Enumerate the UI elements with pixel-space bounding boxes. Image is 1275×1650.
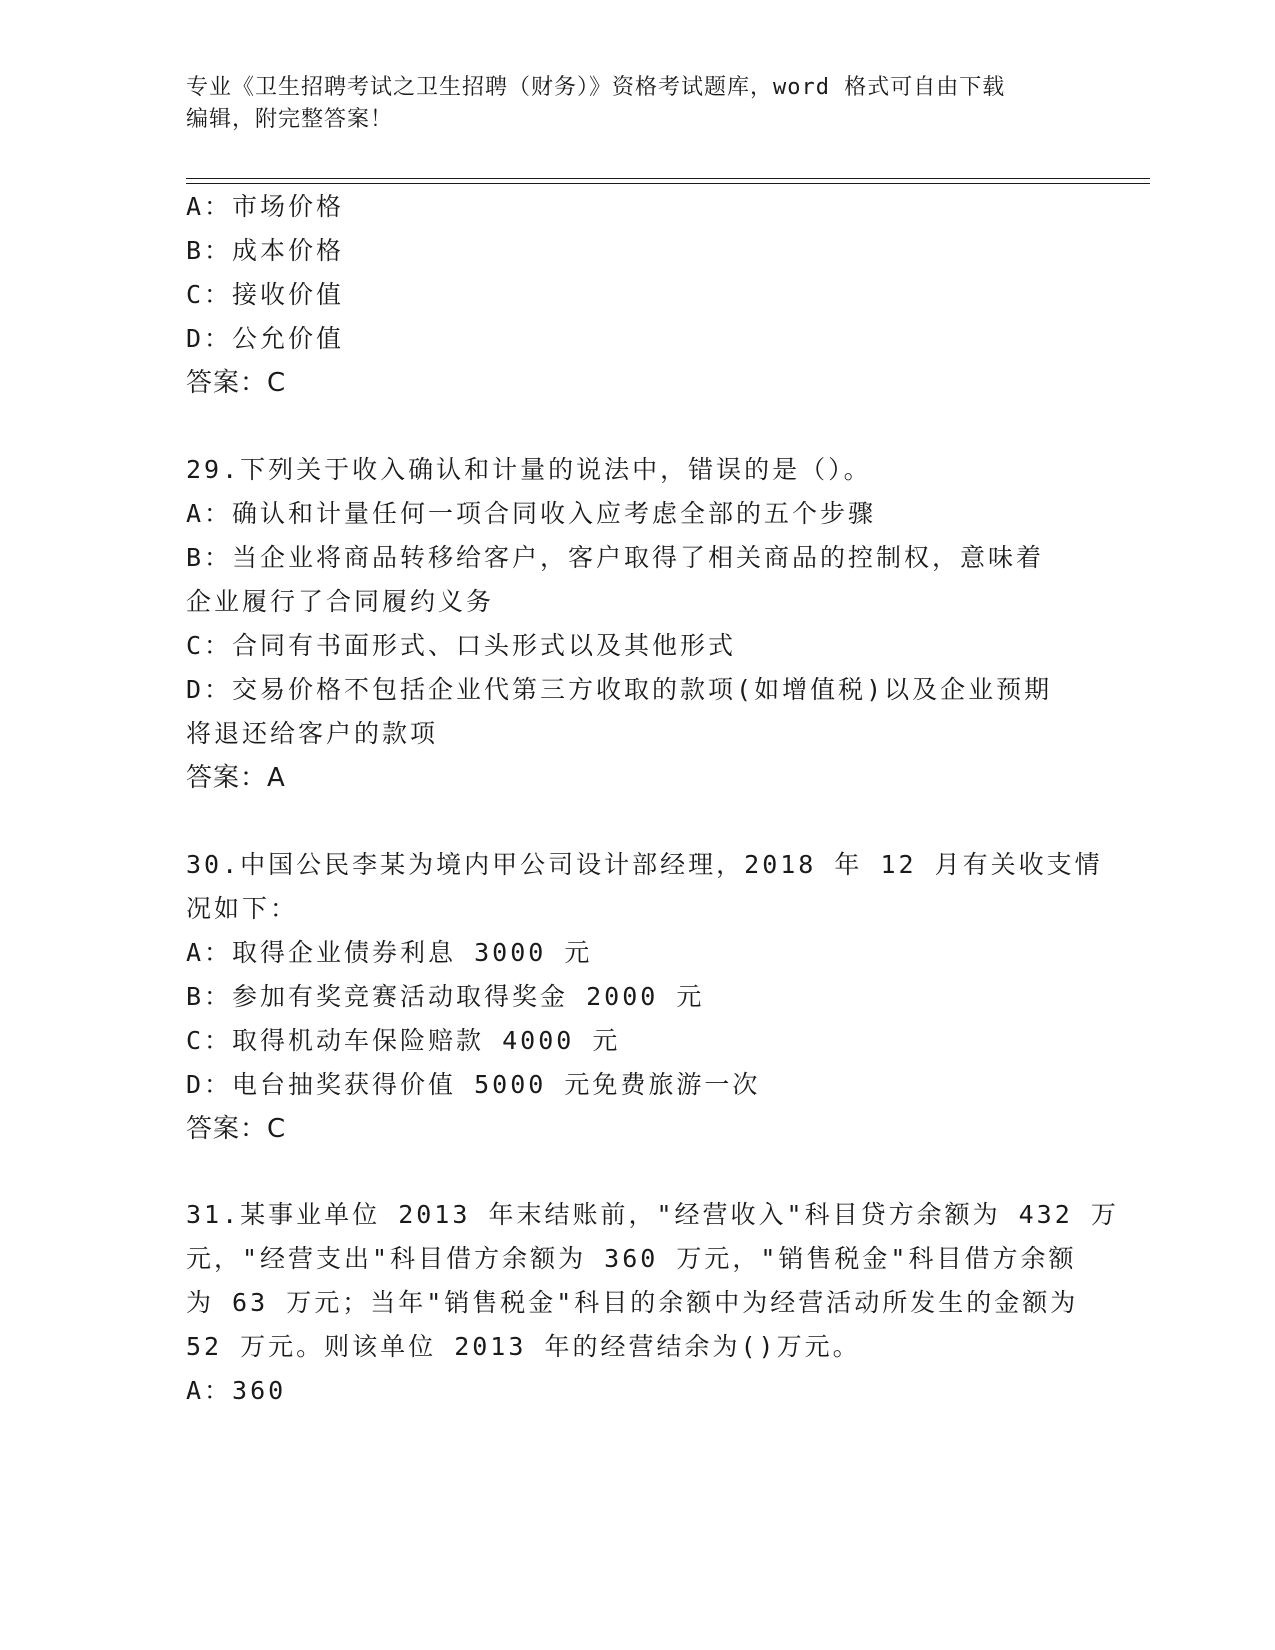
q29-option-b-line1: B：当企业将商品转移给客户，客户取得了相关商品的控制权，意味着 bbox=[186, 543, 1045, 572]
q28-option-d: D：公允价值 bbox=[186, 324, 345, 353]
q31-stem-line1: 31.某事业单位 2013 年末结账前，"经营收入"科目贷方余额为 432 万 bbox=[186, 1200, 1119, 1229]
header-rule-top bbox=[186, 178, 1150, 179]
q30-option-a: A：取得企业债券利息 3000 元 bbox=[186, 938, 593, 967]
document-header bbox=[186, 72, 1066, 136]
q31-stem-line3: 为 63 万元；当年"销售税金"科目的余额中为经营活动所发生的金额为 bbox=[186, 1288, 1079, 1317]
q30-option-b: B：参加有奖竞赛活动取得奖金 2000 元 bbox=[186, 982, 705, 1011]
q30-answer: 答案：C bbox=[186, 1114, 287, 1144]
q29-stem: 29.下列关于收入确认和计量的说法中，错误的是（）。 bbox=[186, 455, 872, 484]
q29-option-d-line1: D：交易价格不包括企业代第三方收取的款项(如增值税)以及企业预期 bbox=[186, 675, 1053, 704]
q31-stem-line2: 元，"经营支出"科目借方余额为 360 万元，"销售税金"科目借方余额 bbox=[186, 1244, 1077, 1273]
header-line-1: 专业《卫生招聘考试之卫生招聘（财务）》资格考试题库，word 格式可自由下载 bbox=[186, 75, 1006, 100]
q29-option-a: A：确认和计量任何一项合同收入应考虑全部的五个步骤 bbox=[186, 499, 877, 528]
q28-option-b: B：成本价格 bbox=[186, 236, 345, 265]
q28-option-a: A：市场价格 bbox=[186, 192, 345, 221]
header-rule-bottom bbox=[186, 183, 1150, 184]
q30-option-c: C：取得机动车保险赔款 4000 元 bbox=[186, 1026, 621, 1055]
q30-option-d: D：电台抽奖获得价值 5000 元免费旅游一次 bbox=[186, 1070, 761, 1099]
q29-answer: 答案：A bbox=[186, 763, 286, 793]
q28-option-c: C：接收价值 bbox=[186, 280, 345, 309]
q30-stem-line1: 30.中国公民李某为境内甲公司设计部经理，2018 年 12 月有关收支情 bbox=[186, 850, 1103, 879]
q29-option-c: C：合同有书面形式、口头形式以及其他形式 bbox=[186, 631, 737, 660]
q29-option-b-line2: 企业履行了合同履约义务 bbox=[186, 587, 495, 616]
q31-option-a: A：360 bbox=[186, 1376, 287, 1405]
q30-stem-line2: 况如下： bbox=[186, 894, 299, 923]
header-line-2: 编辑，附完整答案！ bbox=[186, 107, 394, 132]
q28-answer: 答案：C bbox=[186, 368, 287, 398]
q31-stem-line4: 52 万元。则该单位 2013 年的经营结余为()万元。 bbox=[186, 1332, 861, 1361]
q29-option-d-line2: 将退还给客户的款项 bbox=[186, 719, 439, 748]
